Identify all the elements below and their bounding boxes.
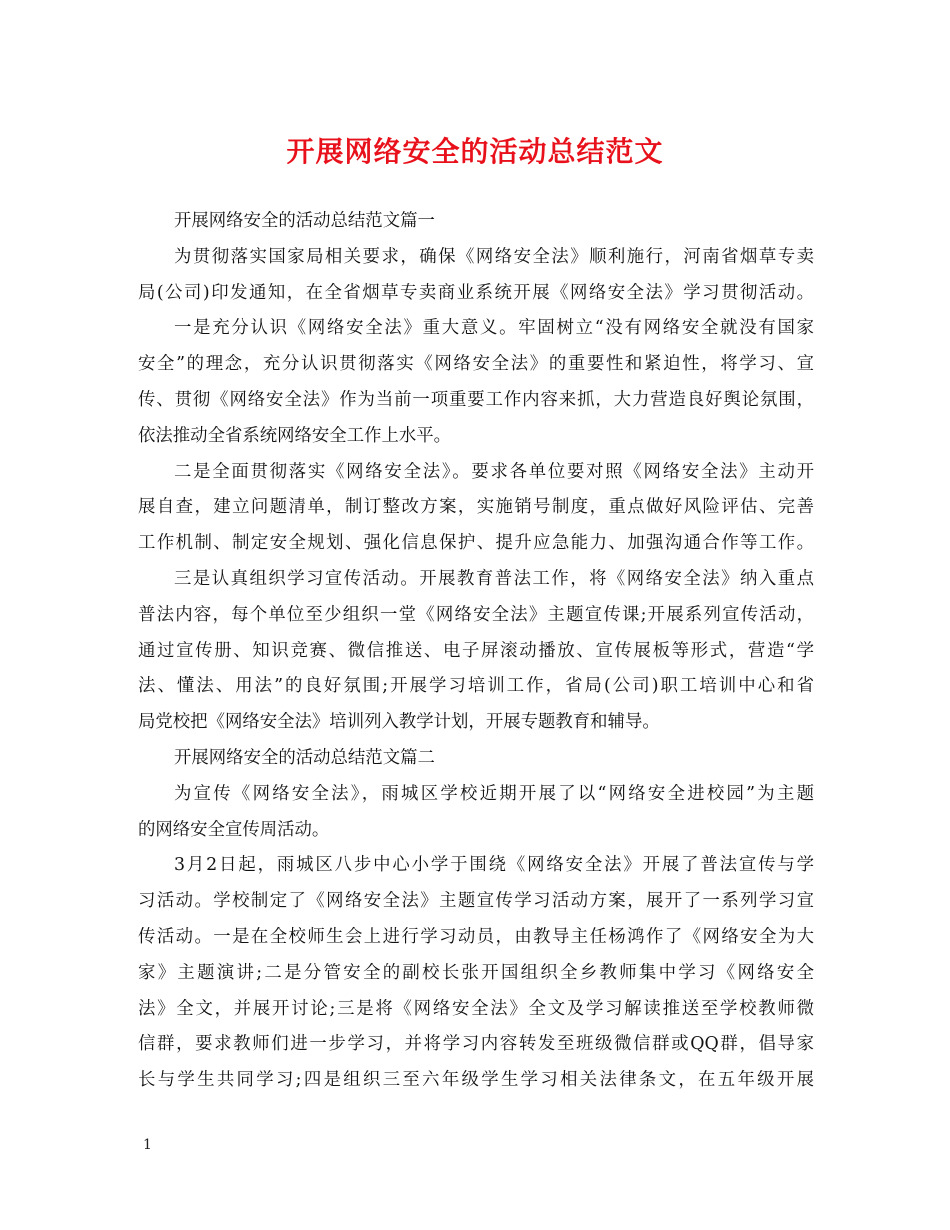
- text-line: 为宣传《网络安全法》，雨城区学校近期开展了以“网络安全进校园”为主题: [174, 783, 814, 804]
- document-body: [138, 204, 814, 1099]
- text-line: 家》主题演讲;二是分管安全的副校长张开国组织全乡教师集中学习《网络安全: [138, 962, 814, 983]
- text-line: 通过宣传册、知识竞赛、微信推送、电子屏滚动播放、宣传展板等形式，营造“学: [138, 640, 814, 661]
- text-line: 传活动。一是在全校师生会上进行学习动员，由教导主任杨鸿作了《网络安全为大: [138, 926, 814, 947]
- text-line: 一是充分认识《网络安全法》重大意义。牢固树立“没有网络安全就没有国家: [174, 318, 814, 339]
- text-line: 的网络安全宣传周活动。: [138, 819, 330, 840]
- text-line: 依法推动全省系统网络安全工作上水平。: [138, 425, 452, 446]
- page-number: 1: [143, 1137, 152, 1153]
- text-line: 法、懂法、用法”的良好氛围;开展学习培训工作，省局(公司)职工培训中心和省: [138, 676, 814, 697]
- text-line: 展自查，建立问题清单，制订整改方案，实施销号制度，重点做好风险评估、完善: [138, 497, 814, 518]
- text-line: 3月2日起，雨城区八步中心小学于围绕《网络安全法》开展了普法宣传与学: [174, 855, 814, 876]
- text-line: 传、贯彻《网络安全法》作为当前一项重要工作内容来抓，大力营造良好舆论氛围，: [138, 389, 814, 410]
- text-line: 局党校把《网络安全法》培训列入教学计划，开展专题教育和辅导。: [138, 712, 660, 733]
- text-line: 工作机制、制定安全规划、强化信息保护、提升应急能力、加强沟通合作等工作。: [138, 533, 814, 554]
- text-line: 局(公司)印发通知，在全省烟草专卖商业系统开展《网络安全法》学习贯彻活动。: [138, 282, 814, 303]
- text-line: 安全”的理念，充分认识贯彻落实《网络安全法》的重要性和紧迫性，将学习、宣: [138, 354, 814, 375]
- text-line: 普法内容，每个单位至少组织一堂《网络安全法》主题宣传课;开展系列宣传活动，: [138, 604, 814, 625]
- text-line: 三是认真组织学习宣传活动。开展教育普法工作，将《网络安全法》纳入重点: [174, 568, 814, 589]
- text-line: 为贯彻落实国家局相关要求，确保《网络安全法》顺利施行，河南省烟草专卖: [174, 246, 814, 267]
- text-line: 长与学生共同学习;四是组织三至六年级学生学习相关法律条文，在五年级开展: [138, 1070, 814, 1091]
- text-line: 二是全面贯彻落实《网络安全法》。要求各单位要对照《网络安全法》主动开: [174, 461, 814, 482]
- text-line: 开展网络安全的活动总结范文篇一: [174, 211, 435, 231]
- text-line: 开展网络安全的活动总结范文篇二: [174, 747, 435, 768]
- document-title: 开展网络安全的活动总结范文: [286, 135, 664, 168]
- text-line: 法》全文，并展开讨论;三是将《网络安全法》全文及学习解读推送至学校教师微: [138, 998, 814, 1019]
- text-line: 习活动。学校制定了《网络安全法》主题宣传学习活动方案，展开了一系列学习宣: [138, 891, 814, 912]
- text-line: 信群，要求教师们进一步学习，并将学习内容转发至班级微信群或QQ群，倡导家: [138, 1034, 814, 1055]
